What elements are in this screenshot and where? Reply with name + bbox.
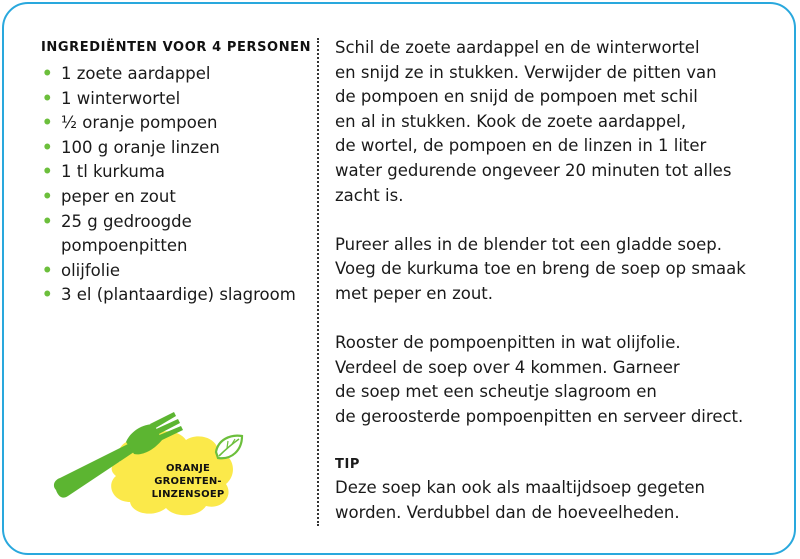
ingredients-list xyxy=(41,62,317,308)
list-item xyxy=(41,259,317,284)
list-item xyxy=(41,283,317,308)
ingredient-text: peper en zout xyxy=(61,186,176,206)
dotted-divider xyxy=(317,38,319,526)
bullet: • xyxy=(42,260,53,280)
ingredient-text: olijfolie xyxy=(61,260,121,280)
list-item xyxy=(41,160,317,185)
ingredient-text: 25 g gedroogde pompoenpitten xyxy=(61,211,192,256)
list-item xyxy=(41,111,317,136)
bullet: • xyxy=(42,88,53,108)
bullet: • xyxy=(42,285,53,305)
ingredient-text: 1 tl kurkuma xyxy=(61,162,166,182)
bullet: • xyxy=(42,64,53,83)
list-item xyxy=(41,136,317,161)
tip-text: Deze soep kan ook als maaltijdsoep gegeten worden. Verdubbel dan de hoeveelheden. xyxy=(335,478,705,522)
list-item xyxy=(41,210,317,259)
instruction-paragraph-3: Rooster de pompoenpitten in wat olijfolie. Verdeel de soep over 4 kommen. Garneer de soep met een scheutje slagroom en de geroosterde pompoenpitten en serveer direct. xyxy=(335,333,744,426)
ingredients-heading: INGREDIËNTEN VOOR 4 PERSONEN xyxy=(41,40,312,55)
tip-heading: TIP xyxy=(335,457,361,473)
ingredient-text: 100 g oranje linzen xyxy=(61,137,220,157)
badge-title-line-2: GROENTEN- xyxy=(154,476,222,487)
ingredient-text: 1 zoete aardappel xyxy=(61,64,211,83)
instruction-paragraph-2: Pureer alles in de blender tot een gladde soep. Voeg de kurkuma toe en breng de soep op smaak met peper en zout. xyxy=(335,234,746,303)
leaf-icon xyxy=(216,436,242,459)
badge-title xyxy=(138,462,238,501)
list-item xyxy=(41,62,317,87)
list-item xyxy=(41,87,317,112)
list-item xyxy=(41,185,317,210)
instructions-section xyxy=(335,36,785,525)
ingredient-text: 3 el (plantaardige) slagroom xyxy=(61,285,296,305)
bullet: • xyxy=(42,162,53,182)
badge-title-line-3: LINZENSOEP xyxy=(151,489,225,500)
badge-title-line-1: ORANJE xyxy=(165,463,211,474)
ingredients-section xyxy=(41,38,317,308)
ingredient-text: 1 winterwortel xyxy=(61,88,181,108)
bullet: • xyxy=(42,137,53,157)
ingredient-text: ½ oranje pompoen xyxy=(61,113,218,133)
instruction-paragraph-1: Schil de zoete aardappel en de winterwortel en snijd ze in stukken. Verwijder de pitten van de pompoen en snijd de pompoen met schil en al in stukken. Kook de zoete aardappel, de wortel, de pompoen en de linzen in 1 liter water gedurende ongeveer 20 minuten tot alles zacht is. xyxy=(335,38,732,205)
bullet: • xyxy=(42,186,53,206)
recipe-badge xyxy=(50,410,260,520)
bullet: • xyxy=(42,113,53,133)
bullet: • xyxy=(42,211,53,231)
